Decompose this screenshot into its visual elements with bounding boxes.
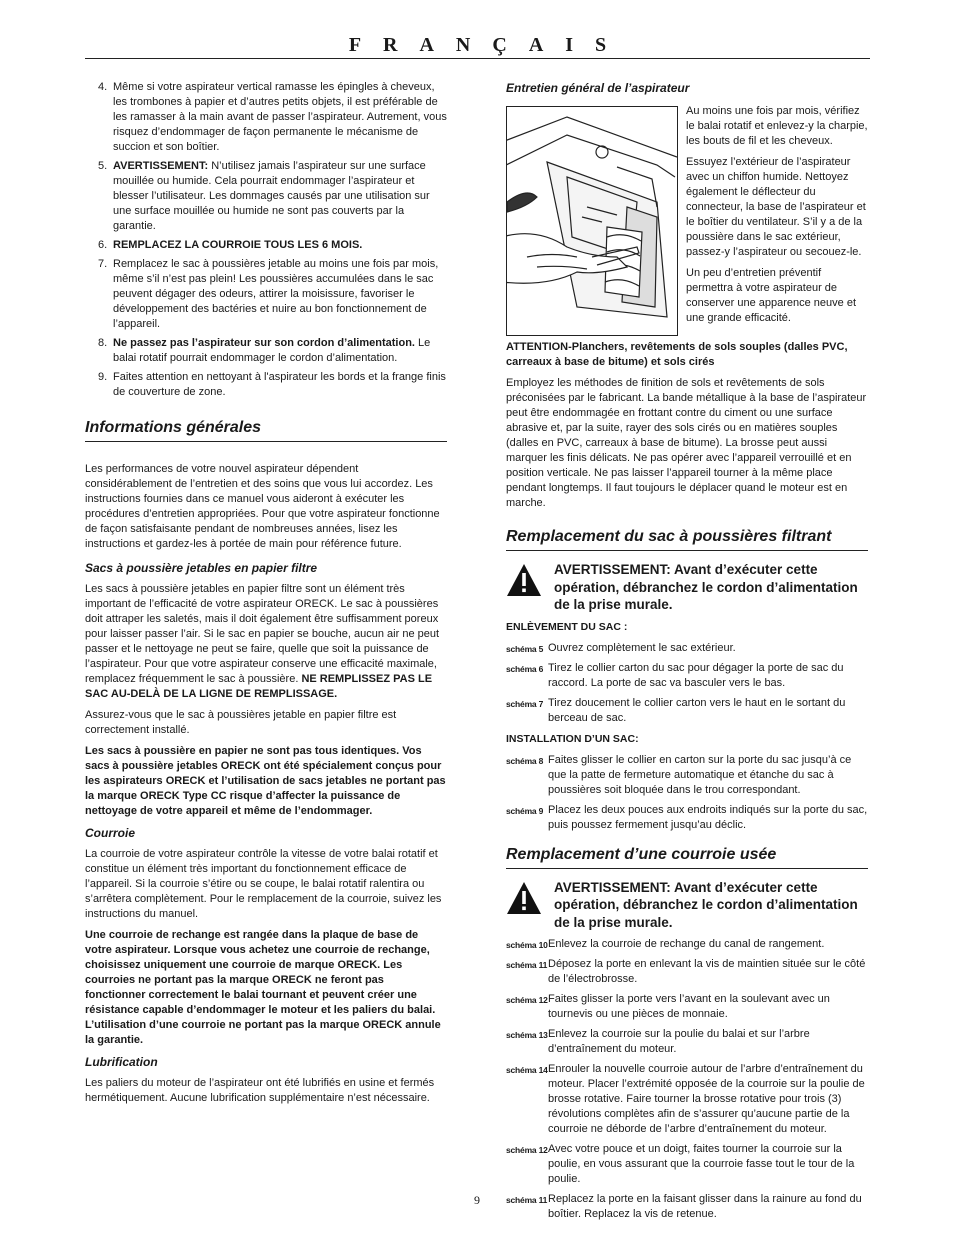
list-text: Le balai rotatif pourrait endommager le cordon d’alimentation.	[113, 337, 431, 364]
step-figure-label: schéma 6	[506, 663, 544, 674]
step-text: Ouvrez complètement le sac extérieur.	[548, 641, 736, 654]
belt-subtitle: Courroie	[85, 826, 136, 840]
list-item	[85, 336, 447, 366]
step-text: Enrouler la nouvelle courroie autour de l’arbre d’entraînement du moteur. Placer l’extrémité opposée de la courroie sur la poulie de brosse rotative. Faire tourner la brosse rotative pour trois (3) révolutions complètes afin de s’assurer qu’aucune partie de la courroie ne déborde de l’arbre d’entraînement du moteur.	[548, 1063, 865, 1135]
floors-attention-title: ATTENTION-Planchers, revêtements de sols souples (dalles PVC, carreaux à base de bitume) et sols cirés	[506, 341, 848, 368]
general-info-paragraph: Les performances de votre nouvel aspirateur dépendent considérablement de l’entretien et des soins que vous lui accordez. Les instructions fournies dans ce manuel vous aideront à exécuter les procédures d’entretien appropriées. Pour que votre aspirateur fonctionne de façon satisfaisante pendant de nombreuses années, lisez les instructions et gardez-les à portée de main pour référence future.	[85, 463, 440, 550]
list-number: 9.	[98, 371, 108, 383]
floors-attention-paragraph: Employez les méthodes de finition de sols et revêtements de sols préconisées par le fabricant. La bande métallique à la base de l’aspirateur peut être endommagée en frottant contre du ciment ou une surface abrasive et, par la suite, rayer des sols cirés ou en matières souples (dalles en PVC, carreaux à base de bitume). La brosse peut aussi marquer les finis délicats. Ne pas opérer avec l’appareil verrouillé et en position verticale. Ne pas laisser l’appareil tourner à la même place pendant longtemps. Il faut toujours le déplacer quand le moteur est en marche.	[506, 377, 867, 509]
step-item	[506, 1027, 868, 1057]
bag-install-steps	[506, 753, 868, 833]
maintenance-p2: Essuyez l’extérieur de l’aspirateur avec un chiffon humide. Nettoyez également le déflecteur du connecteur, la base de l’aspirateur et le boîtier du ventilateur. S’il y a de la poussière dans le sac extérieur, passez-y l’aspirateur ou secouez-le.	[686, 156, 866, 258]
step-item	[506, 1062, 868, 1137]
bags-subtitle: Sacs à poussière jetables en papier filtre	[85, 561, 318, 575]
list-text: N’utilisez jamais l’aspirateur sur une surface mouillée ou humide. Cela pourrait endommager l’aspirateur et blesser l’utilisateur. Les dommages causés par une utilisation sur une surface mouillée ou humide ne sont pas couverts par la garantie.	[113, 160, 430, 232]
step-item	[506, 696, 868, 726]
step-figure-label: schéma 13	[506, 1030, 548, 1040]
warning-block-belt	[506, 879, 868, 932]
list-text: Faites attention en nettoyant à l'aspirateur les bords et la frange finis de couverture de zone.	[113, 371, 446, 398]
maintenance-p1: Au moins une fois par mois, vérifiez le balai rotatif et enlevez-y la charpie, les bouts de fil et les cheveux.	[686, 105, 868, 147]
step-item	[506, 641, 868, 656]
step-item	[506, 661, 868, 691]
list-item	[85, 257, 447, 332]
lubrication-paragraph: Les paliers du moteur de l’aspirateur ont été lubrifiés en usine et fermés hermétiquement. Aucune lubrification supplémentaire n’est nécessaire.	[85, 1077, 435, 1104]
step-figure-label: schéma 8	[506, 755, 544, 766]
step-item	[506, 957, 868, 987]
belt-warning-paragraph: Une courroie de rechange est rangée dans la plaque de base de votre aspirateur. Lorsque vous achetez une courroie de rechange, choisissez uniquement une courroie de marque ORECK. Les courroies ne portant pas la marque ORECK ne feront pas fonctionner correctement le balai tournant et peuvent créer une résistance capable d’endommager le moteur et les paliers du balai. L’utilisation d’une courroie ne portant pas la marque ORECK annule la garantie.	[85, 929, 441, 1046]
list-number: 8.	[98, 337, 108, 349]
list-item	[85, 370, 447, 400]
warning-triangle-icon	[506, 881, 542, 915]
bags-paragraph	[85, 582, 447, 702]
maintenance-text	[686, 104, 868, 332]
step-figure-label: schéma 12	[506, 1145, 548, 1155]
bags-quality-paragraph: Les sacs à poussière en papier ne sont pas tous identiques. Vos sacs à poussière jetables ORECK ont été spécialement conçus pour les aspirateurs ORECK et l’utilisation de sacs jetables ne portant pas la marque ORECK Type CC risque d’affecter la puissance de nettoyage de votre appareil et même de l’endommager.	[85, 745, 446, 817]
list-text: Même si votre aspirateur vertical ramasse les épingles à cheveux, les trombones à papier et d’autres petits objets, il est préférable de les ramasser à la main avant de passer l’aspirateur. Autrement, vous risquez d’endommager de façon permanente le mécanisme de succion et son boîtier.	[113, 81, 447, 153]
step-figure-label: schéma 14	[506, 1065, 548, 1075]
warning-text-belt: AVERTISSEMENT: Avant d’exécuter cette opération, débranchez le cordon d’alimentation de la prise murale.	[554, 879, 858, 930]
brushroll-illustration	[506, 106, 678, 336]
belt-paragraph: La courroie de votre aspirateur contrôle la vitesse de votre balai rotatif et constitue un élément très important du fonctionnement efficace de l’appareil. Si la courroie s’étire ou se coupe, le balai rotatif ralentira ou s’arrêtera complètement. Pour le remplacement de la courroie, suivez les instructions du manuel.	[85, 848, 442, 920]
list-item	[85, 238, 447, 253]
step-text: Replacez la porte en la faisant glisser dans la rainure au fond du boîtier. Replacez la vis de retenue.	[548, 1193, 862, 1220]
maintenance-p3: Un peu d’entretien préventif permettra à votre aspirateur de conserver une apparence neuve et une grande efficacité.	[686, 267, 857, 324]
step-item	[506, 1142, 868, 1187]
bags-text: Les sacs à poussière jetables en papier filtre sont un élément très important de l’efficacité de votre aspirateur ORECK. Le sac à poussières doit attraper les saletés, mais il doit également être suffisamment poreux pour laisser passer l’air. Si le sac en papier se bouche, aucun air ne peut passer et le nettoyage ne peut se faire, quelle que soit la puissance de l’aspirateur. Pour que votre aspirateur conserve une efficacité maximale, remplacez fréquemment le sac à poussière.	[85, 583, 440, 685]
step-figure-label: schéma 7	[506, 698, 544, 709]
belt-replacement-steps	[506, 937, 868, 1222]
step-text: Avec votre pouce et un doigt, faites tourner la courroie sur la poulie, en vous assurant que la courroie fasse tout le tour de la poulie.	[548, 1143, 855, 1185]
list-number: 6.	[98, 239, 108, 251]
header-title: FRANÇAIS	[348, 34, 629, 56]
page-number: 9	[474, 1193, 480, 1207]
maintenance-figure-block	[506, 104, 868, 340]
list-bold-text: Ne passez pas l’aspirateur sur son cordon d’alimentation.	[113, 337, 415, 349]
step-text: Placez les deux pouces aux endroits indiqués sur la porte du sac, puis poussez fermement jusqu’au déclic.	[548, 803, 868, 831]
step-figure-label: schéma 5	[506, 643, 544, 654]
step-item	[506, 937, 868, 952]
step-text: Déposez la porte en enlevant la vis de maintien située sur le côté de l’électrobrosse.	[548, 958, 866, 985]
bags-install-paragraph: Assurez-vous que le sac à poussières jetable en papier filtre est correctement installé.	[85, 709, 397, 736]
list-number: 4.	[98, 81, 108, 93]
hand-cleaning-brushroll-icon	[507, 107, 677, 335]
warning-text-bag: AVERTISSEMENT: Avant d’exécuter cette opération, débranchez le cordon d’alimentation de la prise murale.	[554, 562, 858, 612]
list-number: 5.	[98, 160, 108, 172]
page-header	[85, 30, 870, 60]
list-number: 7.	[98, 258, 108, 270]
warning-block-bag	[506, 561, 868, 614]
step-text: Faites glisser la porte vers l’avant en la soulevant avec un tournevis ou une pièces de monnaie.	[548, 993, 830, 1020]
step-text: Faites glisser le collier en carton sur la porte du sac jusqu’à ce que la patte de fermeture automatique et étanche du sac à poussières soit bloquée dans le trou correspondant.	[548, 753, 852, 796]
list-bold-text: AVERTISSEMENT:	[113, 160, 209, 172]
bag-removal-heading: ENLÈVEMENT DU SAC :	[506, 620, 628, 633]
step-text: Enlevez la courroie sur la poulie du balai et sur l’arbre d’entraînement du moteur.	[548, 1028, 810, 1055]
precautions-list	[85, 80, 447, 400]
step-item	[506, 753, 868, 798]
list-bold-text: REMPLACEZ LA COURROIE TOUS LES 6 MOIS.	[113, 239, 363, 251]
step-figure-label: schéma 11	[506, 960, 548, 970]
step-item	[506, 992, 868, 1022]
step-text: Enlevez la courroie de rechange du canal de rangement.	[548, 938, 825, 950]
list-item	[85, 159, 447, 234]
list-item	[85, 80, 447, 155]
belt-replacement-title: Remplacement d’une courroie usée	[506, 845, 777, 863]
step-text: Tirez doucement le collier carton vers le haut en le sortant du berceau de sac.	[548, 696, 846, 724]
lubrication-subtitle: Lubrification	[85, 1055, 158, 1069]
header-rule	[85, 58, 870, 59]
bag-replacement-title: Remplacement du sac à poussières filtrant	[506, 528, 832, 545]
step-item	[506, 803, 868, 833]
general-info-title: Informations générales	[85, 419, 262, 436]
step-figure-label: schéma 11	[506, 1195, 548, 1205]
list-text: Remplacez le sac à poussières jetable au moins une fois par mois, même s’il n’est pas plein! Les poussières accumulées dans le sac peuvent dégager des odeurs, attirer la moisissure, favoriser le développement des bactéries et nuire au bon fonctionnement de l’appareil.	[113, 258, 439, 330]
warning-triangle-icon	[506, 563, 542, 597]
bag-install-heading: INSTALLATION D’UN SAC:	[506, 732, 639, 745]
maintenance-subtitle: Entretien général de l’aspirateur	[506, 81, 690, 95]
step-text: Tirez le collier carton du sac pour dégager la porte de sac du raccord. La porte de sac va basculer vers le bas.	[548, 661, 844, 689]
step-figure-label: schéma 10	[506, 940, 548, 950]
left-column	[85, 80, 447, 1112]
bags-fill-warning: NE REMPLISSEZ PAS LE SAC AU-DELÀ DE LA LIGNE DE REMPLISSAGE.	[85, 673, 433, 700]
step-figure-label: schéma 12	[506, 995, 548, 1005]
step-figure-label: schéma 9	[506, 805, 544, 816]
right-column	[506, 80, 868, 1228]
bag-removal-steps	[506, 641, 868, 726]
